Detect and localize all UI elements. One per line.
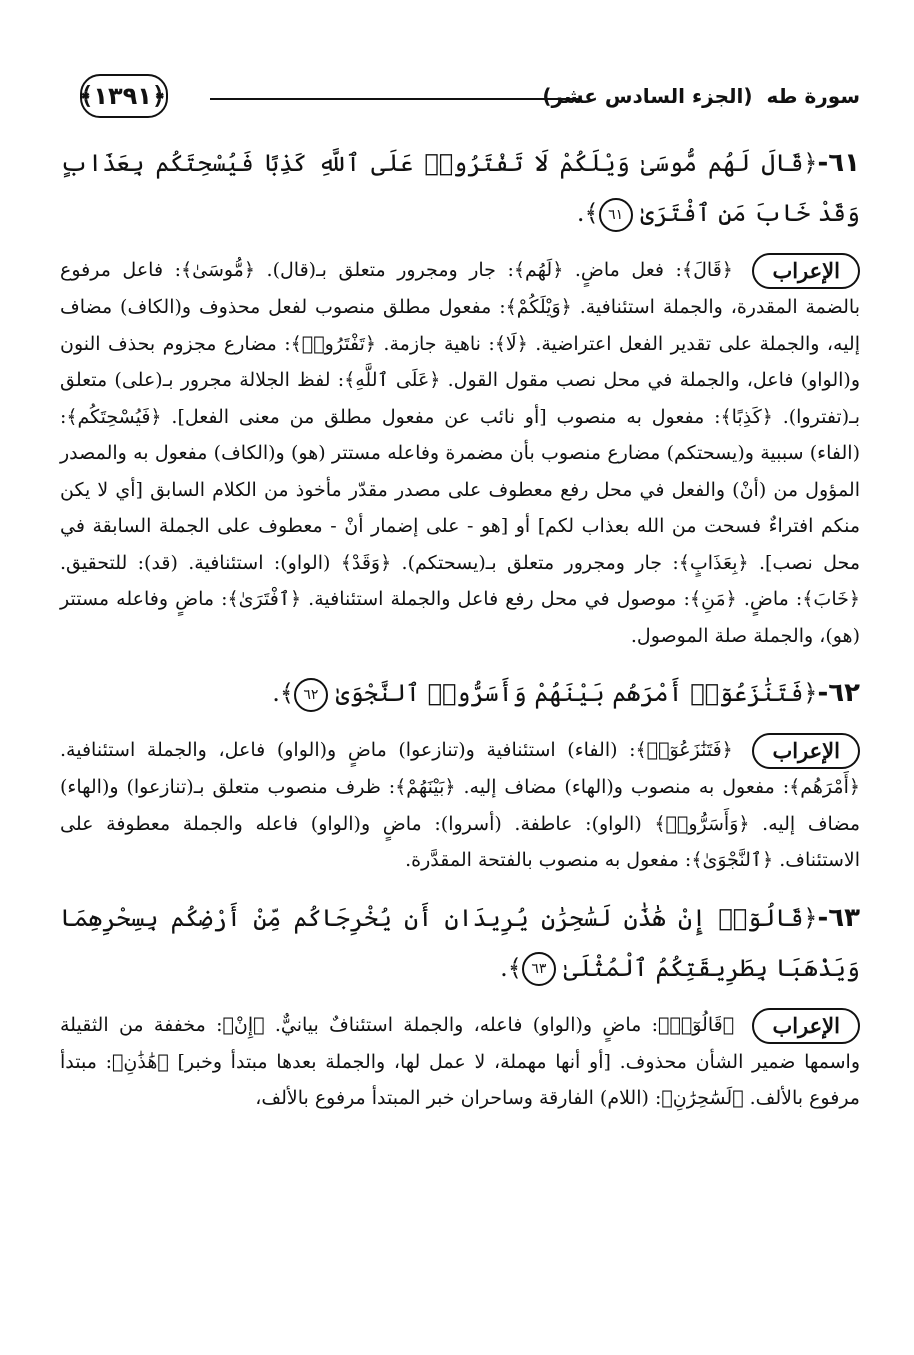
verse-end: ﴾. — [576, 199, 599, 227]
verse-number: ٦٢- — [817, 678, 860, 708]
book-page — [60, 70, 860, 1131]
verse-end: ﴾. — [272, 679, 294, 707]
irab-badge: الإعراب — [752, 733, 860, 769]
page-header — [60, 70, 860, 126]
header-rule — [210, 98, 580, 100]
ayah-marker-icon: ٦٣ — [522, 952, 556, 986]
verse-62 — [60, 668, 860, 718]
irab-text: ﴿قَالُوٓا۟﴾: ماضٍ و(الواو) فاعله، والجملة استئنافٌ بيانيٌّ. ﴿إِنْ﴾: مخففة من الثقيلة واسمها ضمير الشأن محذوف. [أو أنها مهملة، لا عمل لها، والجملة بعدها مبتدأ وخبر] ﴿هَٰذَٰنِ﴾: مبتدأ مرفوع بالألف. ﴿لَسَٰحِرَٰنِ﴾: (اللام) الفارقة وساحران خبر المبتدأ مرفوع بالألف، — [60, 1013, 860, 1109]
verse-text: ﴿فَتَنَٰزَعُوٓا۟ أَمْرَهُم بَيْنَهُمْ وَأَسَرُّوا۟ ٱلنَّجْوَىٰ — [335, 679, 818, 707]
ayah-marker-icon: ٦٢ — [294, 678, 328, 712]
irab-block-63 — [60, 1007, 860, 1117]
running-title — [542, 84, 860, 108]
irab-block-61 — [60, 252, 860, 654]
juz-name: (الجزء السادس عشر) — [542, 84, 753, 108]
irab-badge: الإعراب — [752, 1008, 860, 1044]
page-number: ﴿١٣٩١﴾ — [80, 74, 168, 118]
surah-name: سورة طه — [766, 84, 860, 108]
verse-text: ﴿قَالُوٓا۟ إِنْ هَٰذَٰنِ لَسَٰحِرَٰنِ يُرِيدَانِ أَن يُخْرِجَاكُم مِّنْ أَرْضِكُم بِسِحْرِهِمَا وَيَذْهَبَا بِطَرِيقَتِكُمُ ٱلْمُثْلَىٰ — [60, 903, 860, 982]
irab-text: ﴿قَالَ﴾: فعل ماضٍ. ﴿لَهُم﴾: جار ومجرور متعلق بـ(قال). ﴿مُّوسَىٰ﴾: فاعل مرفوع بالضمة المقدرة، والجملة استئنافية. ﴿وَيْلَكُمْ﴾: مفعول مطلق منصوب لفعل محذوف و(الكاف) مضاف إليه، والجملة على تقدير الفعل اعتراضية. ﴿لَا﴾: ناهية جازمة. ﴿تَفْتَرُوا۟﴾: مضارع مجزوم بحذف النون و(الواو) فاعل، والجملة في محل نصب مقول القول. ﴿عَلَى ٱللَّهِ﴾: لفظ الجلالة مجرور بـ(على) متعلق بـ(تفتروا). ﴿كَذِبًا﴾: مفعول به منصوب [أو نائب عن مفعول مطلق من معنى الفعل]. ﴿فَيُسْحِتَكُم﴾: (الفاء) سببية و(يسحتكم) مضارع منصوب بأن مضمرة وفاعله مستتر (هو) و(الكاف) مفعول به والمصدر المؤول من (أنْ) والفعل في محل رفع معطوف على مصدر مقدّر مأخوذ من الكلام السابق [أي لا يكن منكم افتراءٌ فسحت من الله بعذاب لكم] أو [هو - على إضمار أنْ - معطوف على الجملة السابقة في محل نصب]. ﴿بِعَذَابٍ﴾: جار ومجرور متعلق بـ(يسحتكم). ﴿وَقَدْ﴾ (الواو): استئنافية. (قد): للتحقيق. ﴿خَابَ﴾: ماضٍ. ﴿مَنِ﴾: موصول في محل رفع فاعل والجملة استئنافية. ﴿ٱفْتَرَىٰ﴾: ماضٍ وفاعله مستتر (هو)، والجملة صلة الموصول. — [60, 259, 860, 647]
verse-61 — [60, 138, 860, 238]
verse-text: ﴿قَالَ لَهُم مُّوسَىٰ وَيْلَكُمْ لَا تَفْتَرُوا۟ عَلَى ٱللَّهِ كَذِبًا فَيُسْحِتَكُم بِعَذَابٍ وَقَدْ خَابَ مَنِ ٱفْتَرَىٰ — [60, 149, 860, 227]
verse-63 — [60, 893, 860, 993]
irab-badge: الإعراب — [752, 253, 860, 289]
irab-block-62 — [60, 732, 860, 879]
irab-text: ﴿فَتَنَٰزَعُوٓا۟﴾: (الفاء) استئنافية و(تنازعوا) ماضٍ و(الواو) فاعل، والجملة استئنافية. ﴿أَمْرَهُم﴾: مفعول به منصوب و(الهاء) مضاف إليه. ﴿بَيْنَهُمْ﴾: ظرف منصوب متعلق بـ(تنازعوا) و(الهاء) مضاف إليه. ﴿وَأَسَرُّوا۟﴾ (الواو): عاطفة. (أسروا): ماضٍ و(الواو) فاعله والجملة معطوفة على الاستئناف. ﴿ٱلنَّجْوَىٰ﴾: مفعول به منصوب بالفتحة المقدَّرة. — [60, 739, 860, 871]
verse-number: ٦٣- — [817, 902, 860, 933]
ayah-marker-icon: ٦١ — [599, 198, 633, 232]
verse-number: ٦١- — [817, 148, 860, 178]
verse-end: ﴾. — [500, 953, 522, 982]
